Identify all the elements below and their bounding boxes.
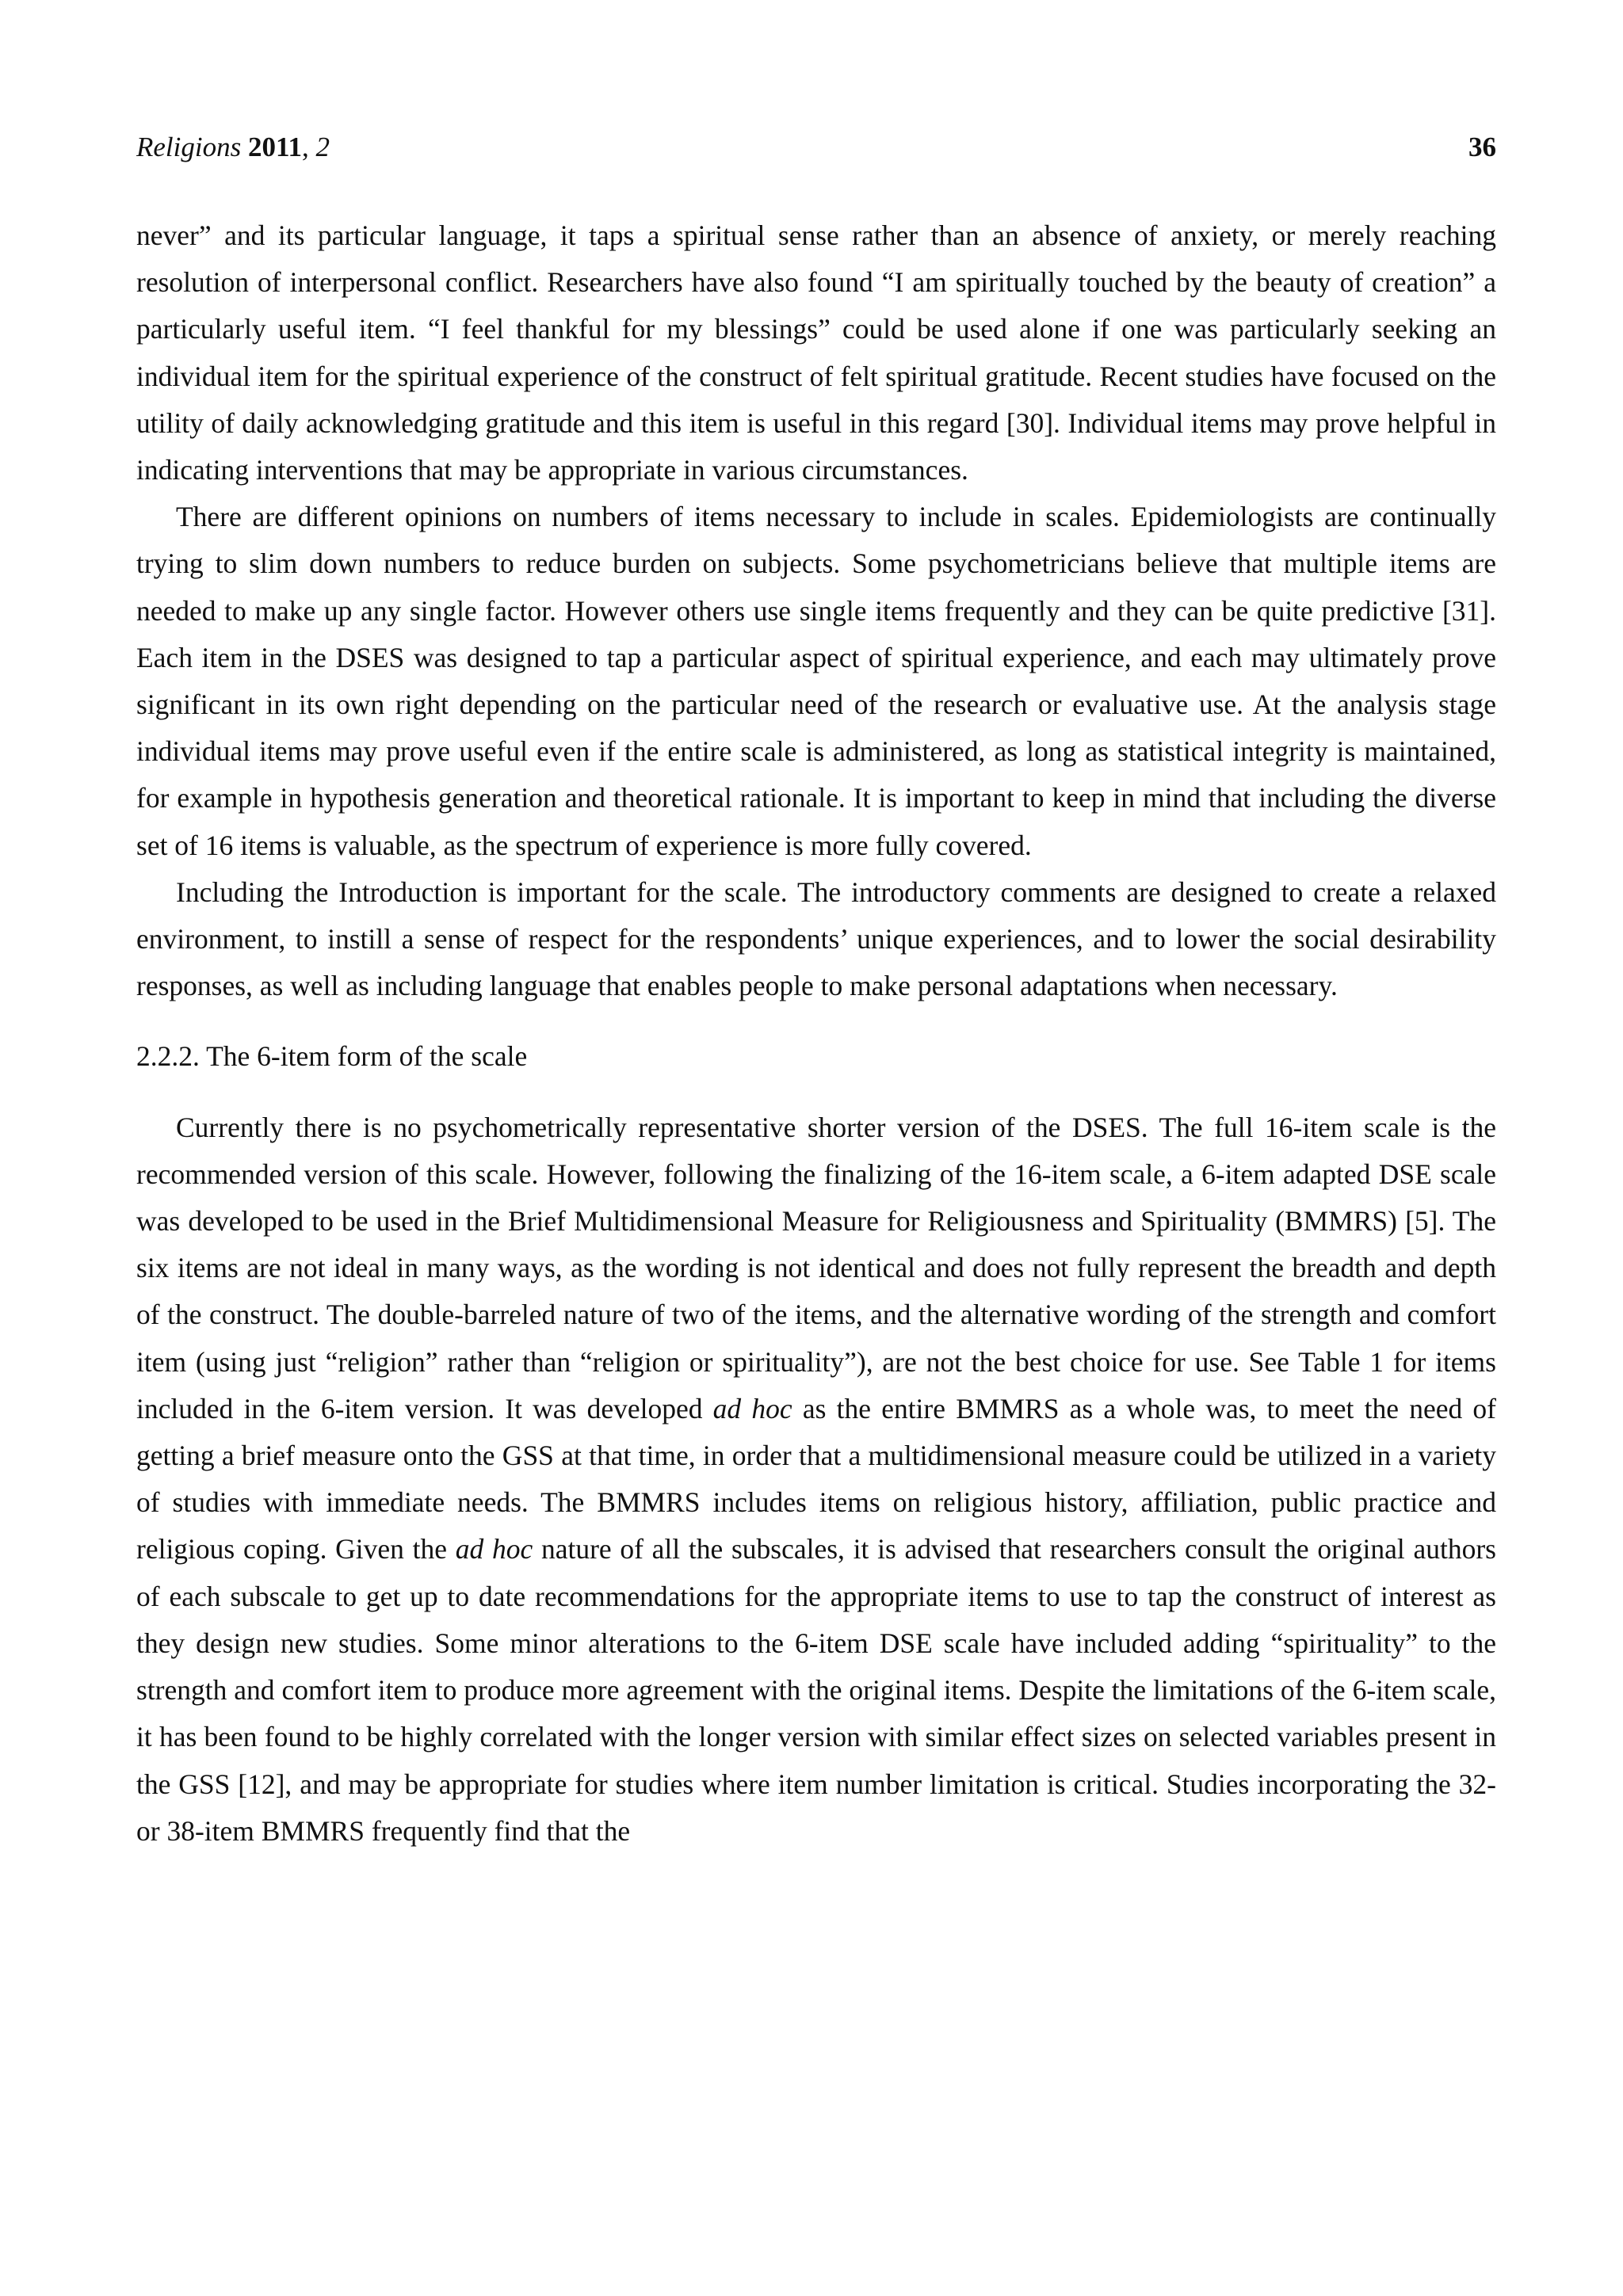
page-header xyxy=(136,125,1496,170)
journal-citation: Religions 2011, 2 xyxy=(136,132,330,162)
text-run: nature of all the subscales, it is advised that researchers consult the original authors of each subscale to get up to date recommendations for the appropriate items to use to tap the construct of interest as they design new studies. Some minor alterations to the 6-item DSE scale have included adding “spirituality” to the strength and comfort item to produce more agreement with the original items. Despite the limitations of the 6-item scale, it has been found to be highly correlated with the longer version with similar effect sizes on selected variables present in the GSS [12], and may be appropriate for studies where item number limitation is critical. Studies incorporating the 32- or 38-item BMMRS frequently find that the xyxy=(136,1533,1496,1847)
text-run: as the entire BMMRS as a whole was, to meet the need of getting a brief measure onto the GSS at that time, in order that a multidimensional measure could be utilized in a variety of studies with immediate needs. The BMMRS includes items on religious history, affiliation, public practice and religious coping. Given the xyxy=(136,1392,1496,1566)
paragraph-six-item-form xyxy=(136,1104,1496,1855)
journal-name: Religions xyxy=(136,132,242,162)
italic-term: ad hoc xyxy=(712,1392,792,1425)
journal-year: 2011 xyxy=(247,132,303,162)
section-heading: 2.2.2. The 6-item form of the scale xyxy=(136,1040,528,1073)
paragraph-introduction: Including the Introduction is important for the scale. The introductory comments are designed to create a relaxed environment, to instill a sense of respect for the respondents’ unique experiences, and to lower the social desirability responses, as well as including language that enables people to make personal adaptations when necessary. xyxy=(136,875,1496,1002)
italic-term: ad hoc xyxy=(455,1533,533,1566)
paragraph-item-numbers: There are different opinions on numbers of items necessary to include in scales. Epidemiologists are continually trying to slim down numbers to reduce burden on subjects. Some psychometricians believe that multiple items are needed to make up any single factor. However others use single items frequently and they can be quite predictive [31]. Each item in the DSES was designed to tap a particular aspect of spiritual experience, and each may ultimately prove significant in its own right depending on the particular need of the research or evaluative use. At the analysis stage individual items may prove useful even if the entire scale is administered, as long as statistical integrity is maintained, for example in hypothesis generation and theoretical rationale. It is important to keep in mind that including the diverse set of 16 items is valuable, as the spectrum of experience is more fully covered. xyxy=(136,501,1496,861)
page-number: 36 xyxy=(1468,132,1496,162)
paragraph-continued: never” and its particular language, it taps a spiritual sense rather than an absence of anxiety, or merely reaching resolution of interpersonal conflict. Researchers have also found “I am spiritually touched by the beauty of creation” a particularly useful item. “I feel thankful for my blessings” could be used alone if one was particularly seeking an individual item for the spiritual experience of the construct of felt spiritual gratitude. Recent studies have focused on the utility of daily acknowledging gratitude and this item is useful in this regard [30]. Individual items may prove helpful in indicating interventions that may be appropriate in various circumstances. xyxy=(136,219,1496,486)
text-run: Currently there is no psychometrically representative shorter version of the DSES. The full 16-item scale is the recommended version of this scale. However, following the finalizing of the 16-item scale, a 6-item adapted DSE scale was developed to be used in the Brief Multidimensional Measure for Religiousness and Spirituality (BMMRS) [5]. The six items are not ideal in many ways, as the wording is not identical and does not fully represent the breadth and depth of the construct. The double-barreled nature of two of the items, and the alternative wording of the strength and comfort item (using just “religion” rather than “religion or spirituality”), are not the best choice for use. See Table 1 for items included in the 6-item version. It was developed xyxy=(136,1111,1496,1425)
article-body xyxy=(136,212,1496,1855)
journal-volume: 2 xyxy=(315,132,330,162)
